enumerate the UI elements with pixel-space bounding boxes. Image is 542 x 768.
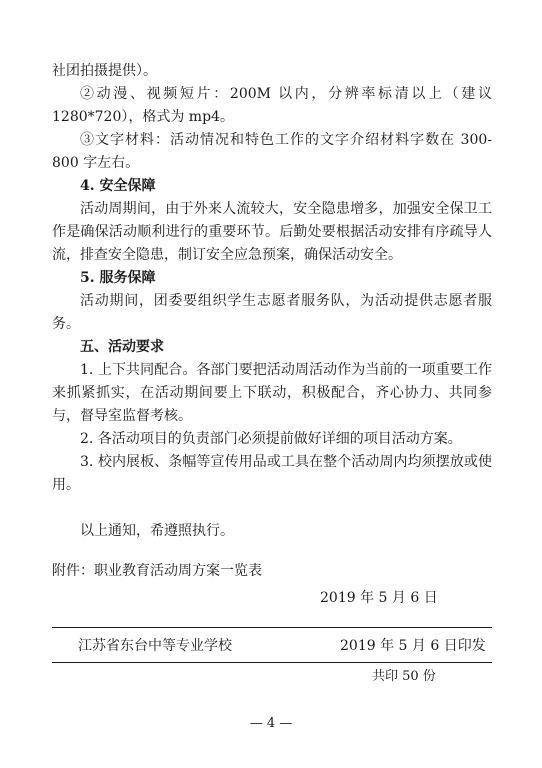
heading-safety: 4. 安全保障 [80,178,156,194]
footer-bottom-rule [52,662,492,663]
print-date: 2019 年 5 月 6 日印发 [340,638,486,654]
closing-line: 以上通知，希遵照执行。 [80,523,234,539]
signature-date: 2019 年 5 月 6 日 [320,590,438,606]
paragraph-service: 活动期间，团委要组织学生志愿者服务队，为活动提供志愿者服务。 [52,293,492,332]
attachment-line: 附件：职业教育活动周方案一览表 [52,563,262,579]
requirement-item-1: 1. 上下共同配合。各部门要把活动周活动作为当前的一项重要工作来抓紧抓实，在活动期间要上下联动，积极配合，齐心协力、共同参与，督导室监督考核。 [52,362,492,424]
requirement-item-3: 3. 校内展板、条幅等宣传用品或工具在整个活动周内均须摆放或使用。 [52,454,492,493]
heading-service: 5. 服务保障 [80,270,156,286]
print-copies: 共印 50 份 [372,669,436,684]
issuer-name: 江苏省东台中等专业学校 [78,638,232,654]
footer-top-rule [52,627,492,628]
page-number: — 4 — [249,716,293,731]
requirement-item-2: 2. 各活动项目的负责部门必须提前做好详细的项目活动方案。 [80,431,462,447]
paragraph-continuation: 社团拍摄提供）。 [52,63,157,79]
paragraph-text-spec: ③文字材料：活动情况和特色工作的文字介绍材料字数在 300-800 字左右。 [52,132,492,171]
paragraph-safety: 活动周期间，由于外来人流较大，安全隐患增多，加强安全保卫工作是确保活动顺利进行的重要环节。后勤处要根据活动安排有序疏导人流，排查安全隐患，制订安全应急预案，确保活动安全。 [52,201,492,263]
paragraph-video-spec: ②动漫、视频短片：200M 以内，分辨率标清以上（建议 1280*720），格式为 mp4。 [52,86,492,125]
heading-requirements: 五、活动要求 [80,339,164,355]
